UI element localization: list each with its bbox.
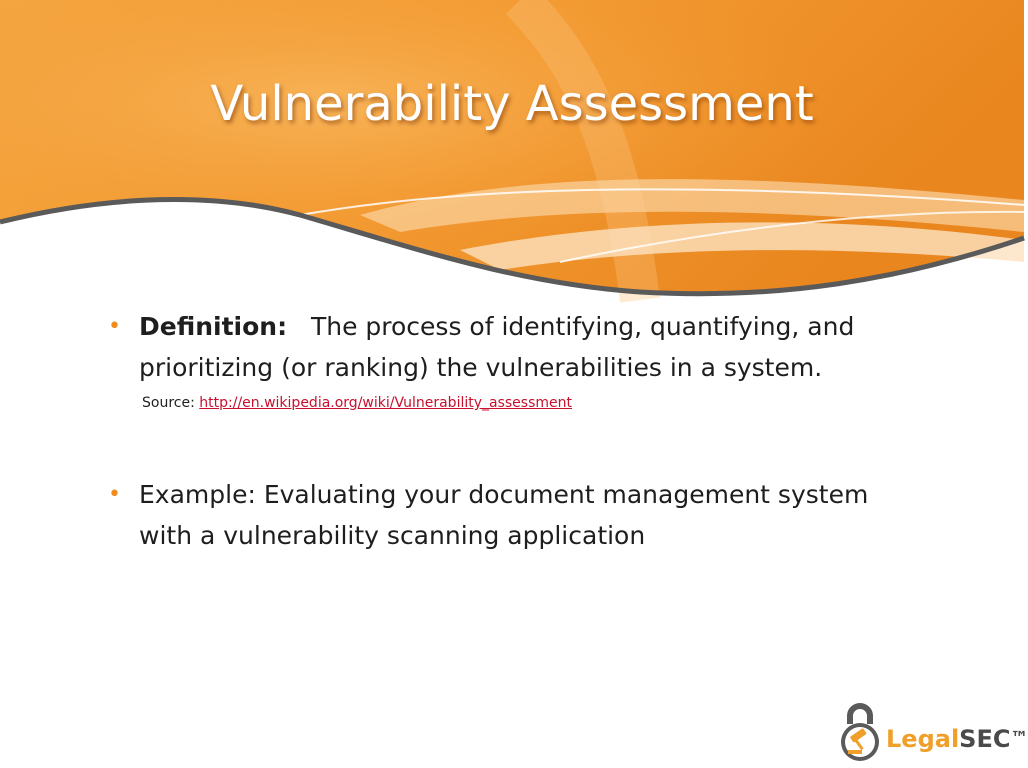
logo-part-legal: Legal [886, 725, 960, 753]
slide-content [108, 306, 888, 556]
definition-term: Definition: [139, 312, 288, 341]
source-citation [142, 394, 888, 412]
source-link[interactable]: http://en.wikipedia.org/wiki/Vulnerability_assessment [199, 395, 572, 411]
legalsec-logo [836, 702, 1028, 762]
logo-trademark: ™ [1010, 728, 1028, 749]
bullet-dot-icon: • [108, 314, 121, 339]
logo-part-sec: SEC [959, 725, 1011, 753]
definition-spacer [295, 312, 311, 341]
slide-title: Vulnerability Assessment [210, 76, 814, 132]
bullet-example [108, 474, 888, 556]
bullet-definition [108, 306, 888, 388]
logo-wordmark [886, 724, 1028, 754]
definition-text: The process of identifying, quantifying, and prioritizing (or ranking) the vulnerabilities in a system. [139, 312, 855, 382]
header-background [0, 0, 1024, 300]
example-text: Example: Evaluating your document management system with a vulnerability scanning application [139, 480, 869, 550]
bullet-dot-icon: • [108, 482, 121, 507]
padlock-gavel-icon [836, 702, 884, 762]
source-label: Source: [142, 395, 195, 411]
